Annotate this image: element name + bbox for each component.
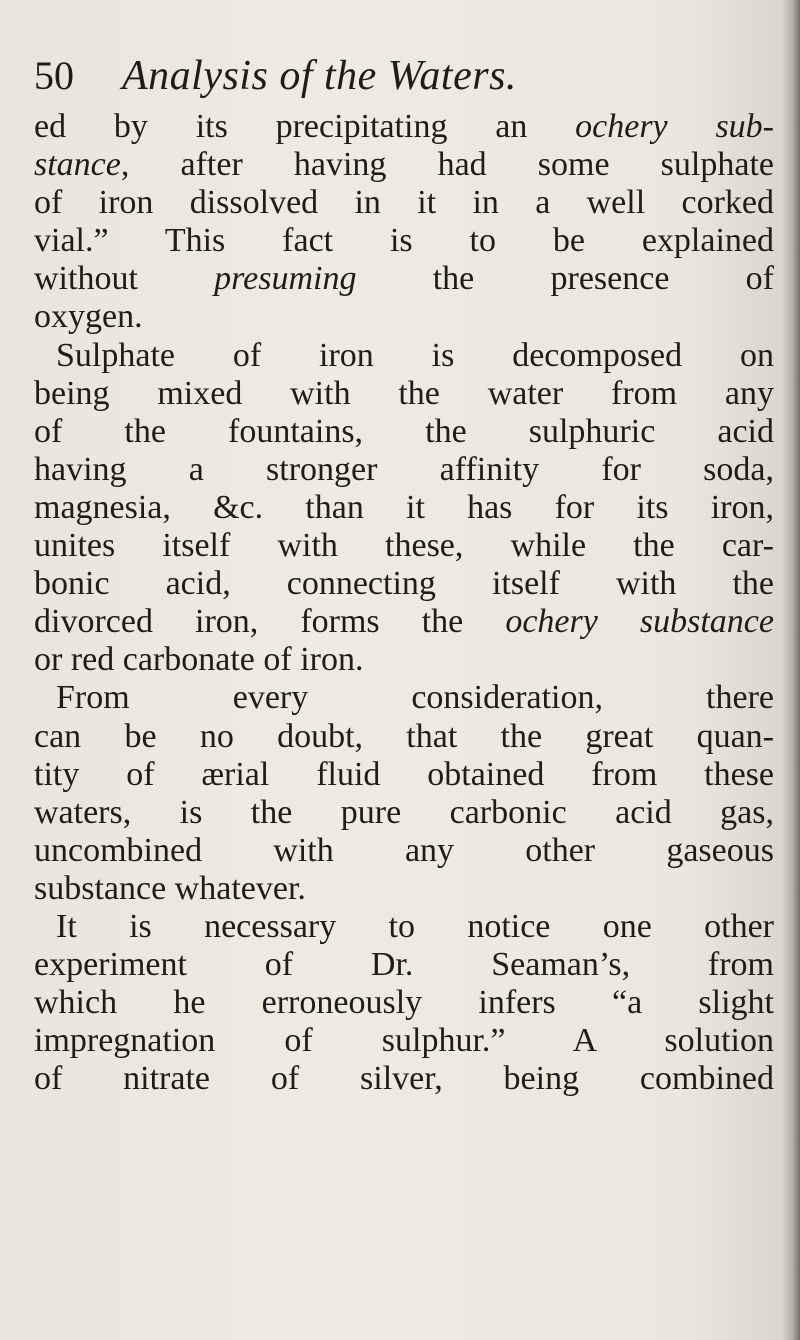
text-line: of nitrate of silver, being combined <box>34 1060 774 1098</box>
paragraph-end-line: substance whatever. <box>34 869 306 907</box>
text-line: which he erroneously infers “a slight <box>34 984 774 1022</box>
text-line: divorced iron, forms the ochery substance <box>34 603 774 641</box>
text-line: magnesia, &c. than it has for its iron, <box>34 488 774 526</box>
body-text <box>34 108 774 1098</box>
text-line: ed by its precipitating an ochery sub- <box>34 108 774 145</box>
paragraph-start-line: From every consideration, there <box>56 679 774 717</box>
page-number: 50 <box>34 53 74 98</box>
text-line: uncombined with any other gaseous <box>34 831 774 869</box>
page-edge-shadow <box>782 0 800 1340</box>
text-line: stance, after having had some sulphate <box>34 146 774 184</box>
text-line: bonic acid, connecting itself with the <box>34 565 774 603</box>
text-line: can be no doubt, that the great quan- <box>34 717 774 755</box>
paragraph-start-line: Sulphate of iron is decomposed on <box>56 336 774 374</box>
page-header <box>34 52 774 112</box>
text-line: impregnation of sulphur.” A solution <box>34 1022 774 1060</box>
running-head: Analysis of the Waters. <box>122 53 517 99</box>
text-line: having a stronger affinity for soda, <box>34 450 774 488</box>
paragraph-end-line: or red carbonate of iron. <box>34 641 364 679</box>
text-line: tity of ærial fluid obtained from these <box>34 755 774 793</box>
paragraph-start-line: It is necessary to notice one other <box>56 907 774 945</box>
paragraph-end-line: oxygen. <box>34 298 143 336</box>
text-line: of iron dissolved in it in a well corked <box>34 184 774 222</box>
text-line: vial.” This fact is to be explained <box>34 222 774 260</box>
text-line: without presuming the presence of <box>34 260 774 298</box>
text-line: being mixed with the water from any <box>34 374 774 412</box>
text-line: waters, is the pure carbonic acid gas, <box>34 793 774 831</box>
text-line: experiment of Dr. Seaman’s, from <box>34 946 774 984</box>
text-line: of the fountains, the sulphuric acid <box>34 412 774 450</box>
text-line: unites itself with these, while the car- <box>34 527 774 565</box>
